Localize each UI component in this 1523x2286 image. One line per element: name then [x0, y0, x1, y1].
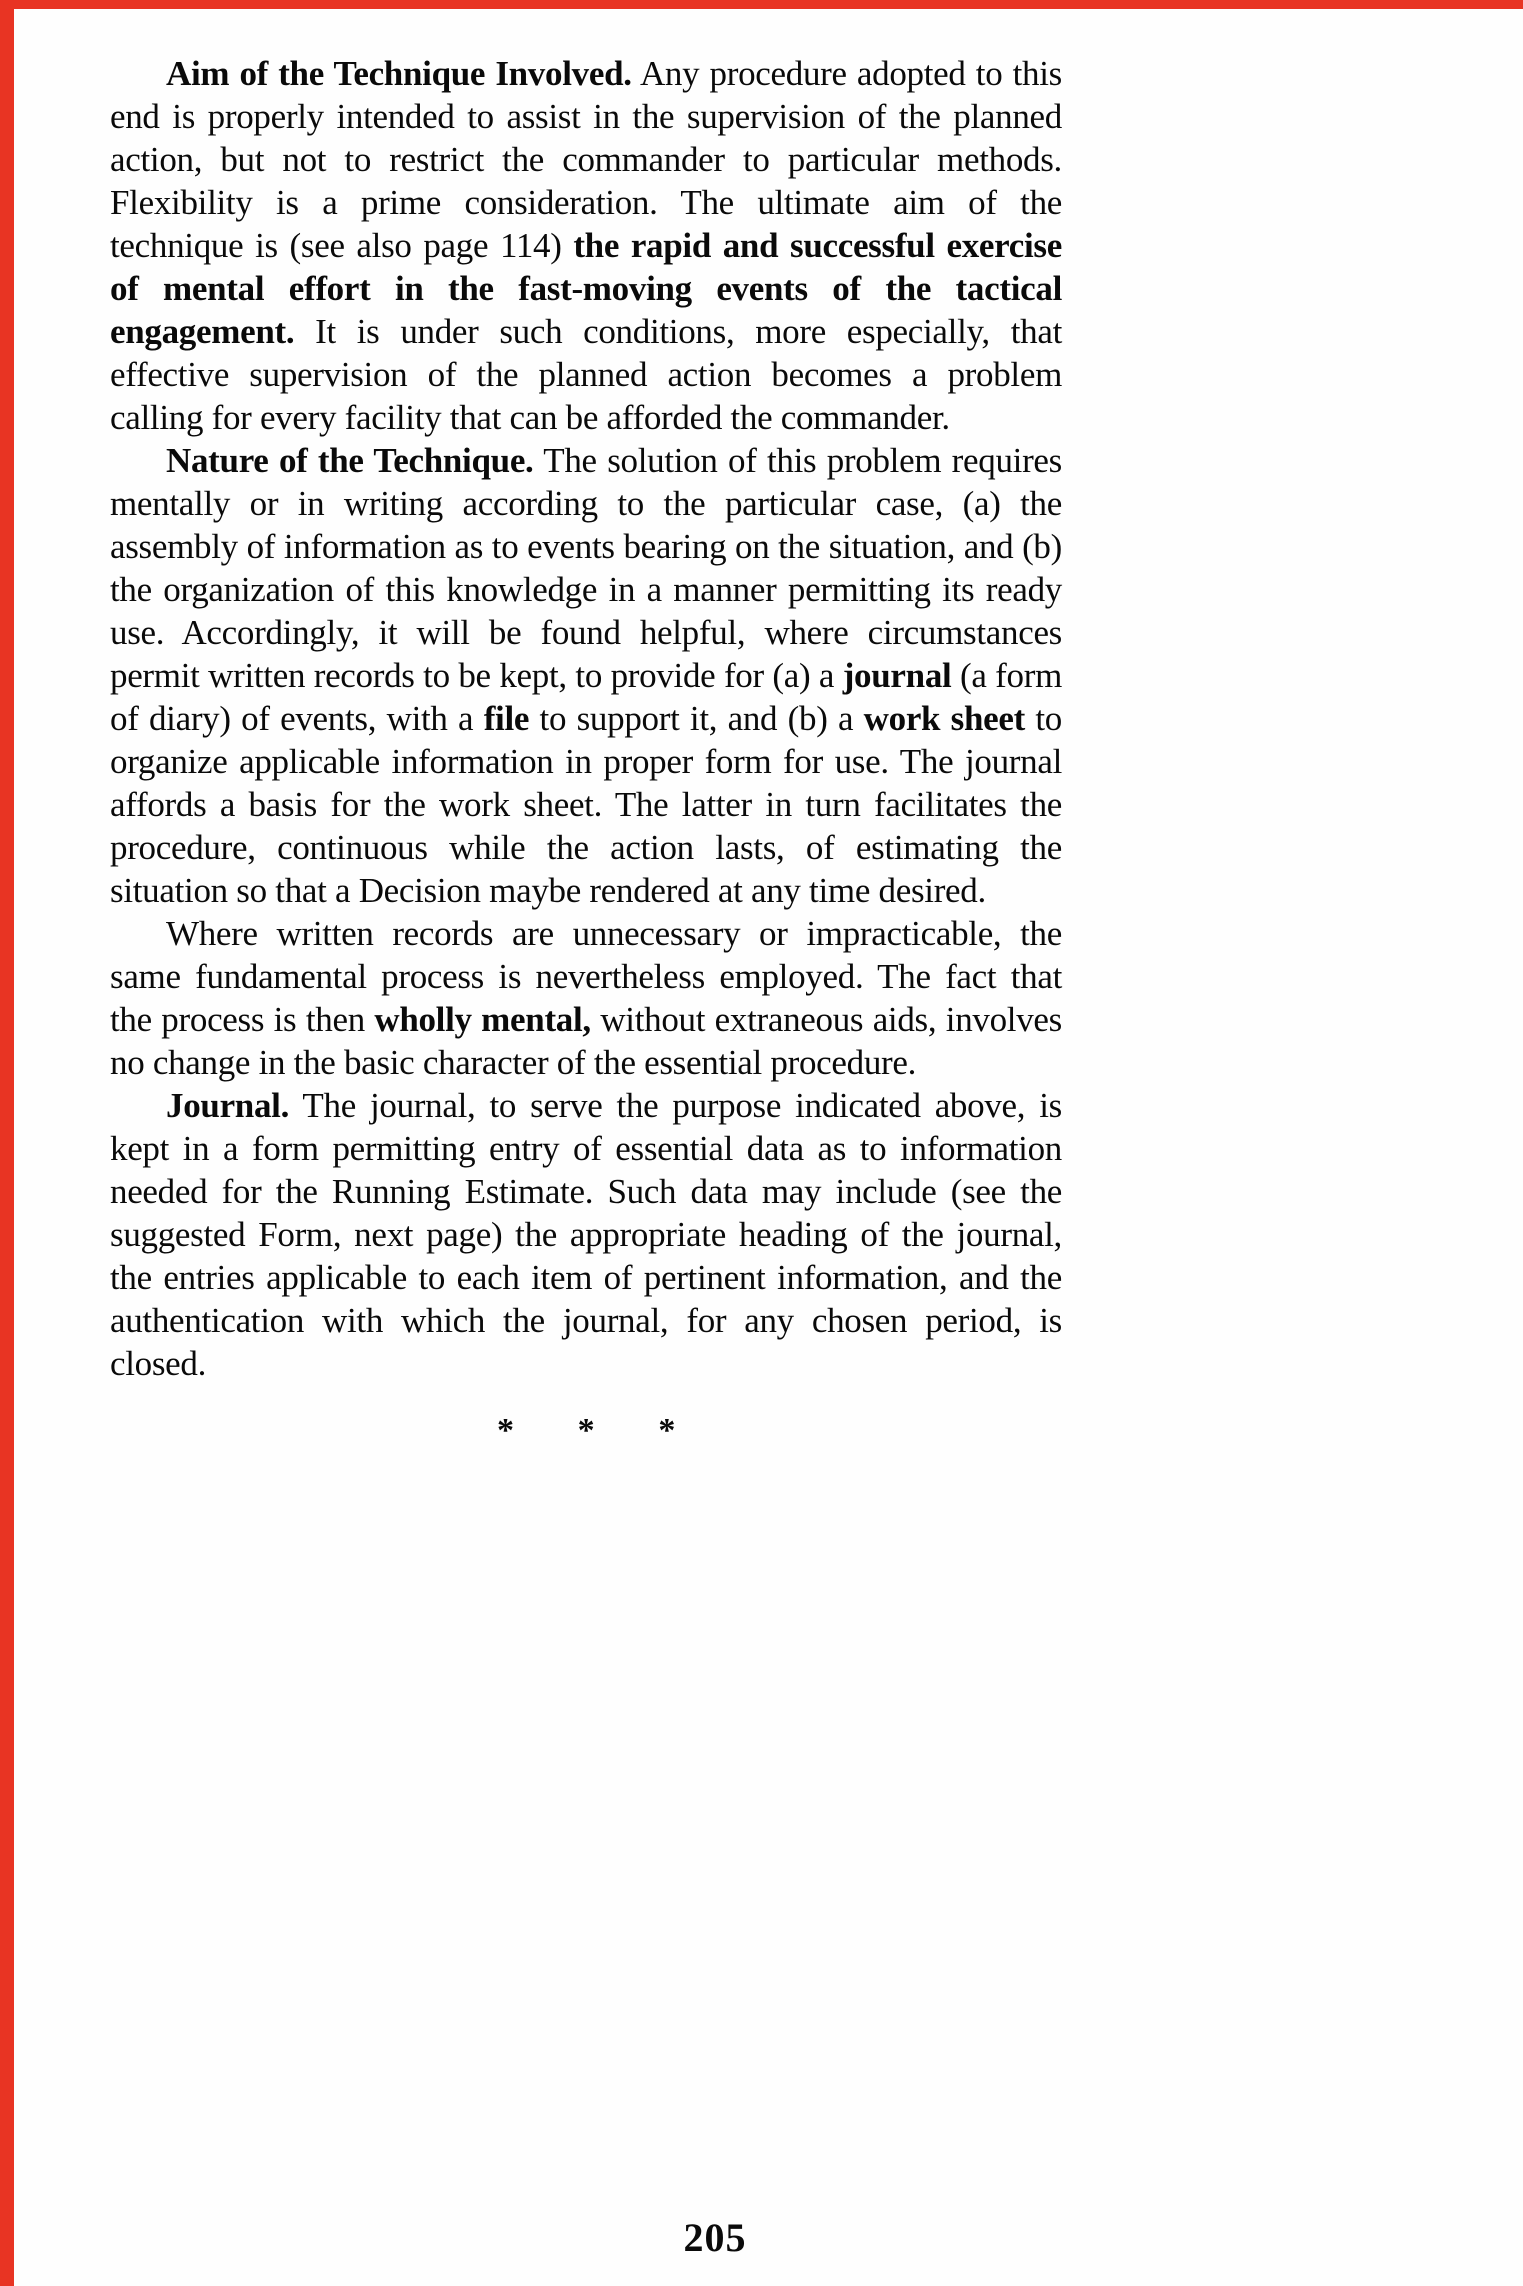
- text-run: to support it, and (b) a: [529, 699, 864, 738]
- paragraph: [110, 52, 1062, 439]
- paragraph: [110, 1084, 1062, 1385]
- page-edge-left-border: [0, 0, 14, 2286]
- text-block: [110, 52, 1062, 1452]
- asterisk-glyph: *: [658, 1412, 676, 1449]
- paragraph: [110, 912, 1062, 1084]
- page-number: 205: [683, 2215, 747, 2260]
- bold-text-run: wholly mental,: [374, 1000, 591, 1039]
- page-edge-top-border: [0, 0, 1523, 9]
- text-run: Any procedure adopted to this end is properly intended to assist in the supervision of the planned action, but not to restrict the commander to particular methods. Flexibility is a prime consideration. The ultimate aim of the technique is (see also page 114): [110, 54, 1062, 265]
- text-run: (a form of diary) of events, with a: [110, 656, 1062, 738]
- text-run: without extraneous aids, involves no change in the basic character of the essential procedure.: [110, 1000, 1062, 1082]
- text-run: The solution of this problem requires mentally or in writing according to the particular case, (a) the assembly of information as to events bearing on the situation, and (b) the organization of this knowledge in a manner permitting its ready use. Accordingly, it will be found helpful, where circumstances permit written records to be kept, to provide for (a) a: [110, 441, 1062, 695]
- bold-text-run: file: [483, 699, 530, 738]
- asterisk-glyph: *: [496, 1412, 514, 1449]
- text-run: The journal, to serve the purpose indicated above, is kept in a form permitting entry of essential data as to information needed for the Running Estimate. Such data may include (see the suggested Form, next page) the appropriate heading of the journal, the entries applicable to each item of pertinent information, and the authentication with which the journal, for any chosen period, is closed.: [110, 1086, 1062, 1383]
- bold-text-run: the rapid and successful exercise of mental effort in the fast-moving events of the tactical engagement.: [110, 226, 1062, 351]
- text-run: to organize applicable information in proper form for use. The journal affords a basis for the work sheet. The latter in turn facilitates the procedure, continuous while the action lasts, of estimating the situation so that a Decision maybe rendered at any time desired.: [110, 699, 1062, 910]
- bold-text-run: Nature of the Technique.: [166, 441, 534, 480]
- text-run: Where written records are unnecessary or impracticable, the same fundamental process is nevertheless employed. The fact that the process is then: [110, 914, 1062, 1039]
- asterisk-separator: [110, 1409, 1062, 1452]
- bold-text-run: Aim of the Technique Involved.: [166, 54, 632, 93]
- bold-text-run: Journal.: [166, 1086, 290, 1125]
- asterisk-glyph: *: [577, 1412, 595, 1449]
- bold-text-run: work sheet: [863, 699, 1025, 738]
- bold-text-run: journal: [842, 656, 952, 695]
- text-run: It is under such conditions, more especially, that effective supervision of the planned action becomes a problem calling for every facility that can be afforded the commander.: [110, 312, 1062, 437]
- paragraph: [110, 439, 1062, 912]
